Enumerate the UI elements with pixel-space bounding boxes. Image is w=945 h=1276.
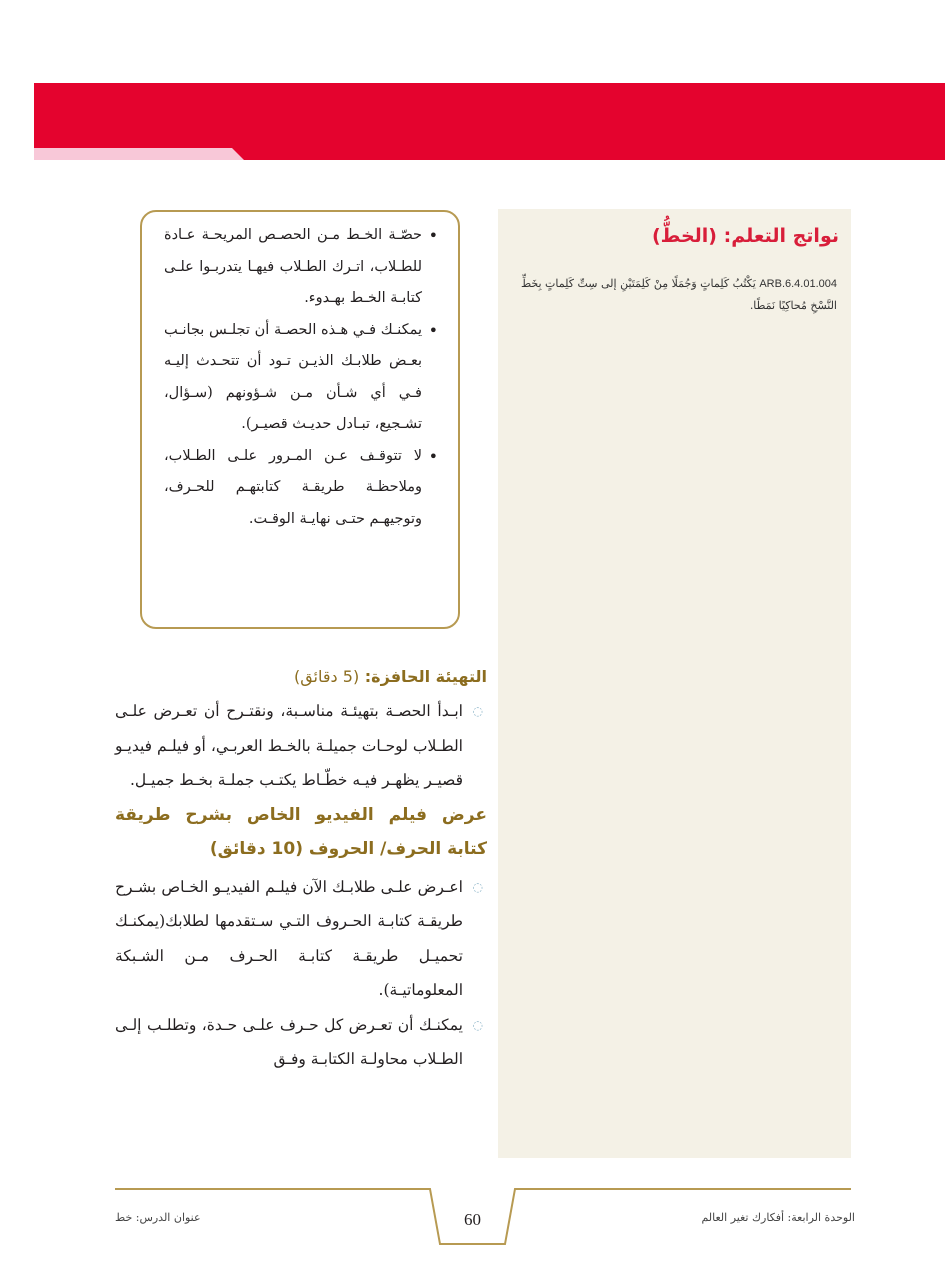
warmup-heading xyxy=(115,660,487,694)
paragraph-text: ابـدأ الحصـة بتهيئـة مناسـبة، ونقتـرح أن تعـرض علـى الطـلاب لوحـات جميلـة بالخـط العربـي، أو فيلـم فيديـو قصيـر يظهـر فيـه خطّـاط يكتـب جملـة بخـط جميـل. xyxy=(115,702,463,789)
paragraph-text: يمكنـك أن تعـرض كل حـرف علـى حـدة، وتطلـب إلـى الطـلاب محاولـة الكتابـة وفـق xyxy=(115,1015,463,1068)
tip-item xyxy=(164,441,438,536)
outcome-item xyxy=(507,273,837,317)
warmup-list xyxy=(115,694,487,798)
banner-pink-bottom xyxy=(34,148,244,160)
ring-bullet-icon: ◌ xyxy=(472,879,483,894)
learning-outcomes-panel xyxy=(498,209,851,1158)
warmup-heading-text: التهيئة الحافزة: xyxy=(364,667,487,686)
banner-graphic xyxy=(0,0,945,170)
tips-list xyxy=(164,220,438,535)
page-number: 60 xyxy=(464,1210,481,1229)
list-item xyxy=(115,1008,487,1077)
list-item xyxy=(115,870,487,1008)
tip-text: لا تتوقـف عـن المـرور علـى الطـلاب، وملاحظـة طريقـة كتابتهـم للحـرف، وتوجيهـم حتـى نهايـة الوقـت. xyxy=(164,447,422,527)
video-heading-text: عرض فيلم الفيديو الخاص بشرح طريقة كتابة الحرف/ الحروف xyxy=(115,804,487,859)
video-duration: (10 دقائق) xyxy=(209,838,303,859)
paragraph-text: اعـرض علـى طلابـك الآن فيلـم الفيديـو الخـاص بشـرح طريقـة كتابـة الحـروف التـي سـتقدمها لطلابك(يمكنـك تحميـل طريقـة كتابـة الحـرف مـن الشـبكة المعلوماتيـة). xyxy=(115,877,463,999)
teacher-tips-box xyxy=(140,210,460,629)
video-list xyxy=(115,870,487,1077)
ring-bullet-icon: ◌ xyxy=(472,704,483,718)
tip-item xyxy=(164,315,438,441)
footer-lesson-title: عنوان الدرس: خط xyxy=(115,1211,201,1224)
list-item xyxy=(115,694,487,798)
bullet-icon: • xyxy=(428,320,438,340)
tip-text: يمكنـك فـي هـذه الحصـة أن تجلـس بجانـب بعـض طلابـك الذيـن تـود أن تتحـدث إليـه فـي أي شـأن مـن شـؤونهم (سـؤال، تشـجيع، تبـادل حديـث قصيـر). xyxy=(164,321,422,432)
outcomes-title: نواتج التعلم: (الخطُّ) xyxy=(651,225,839,247)
header-banner xyxy=(0,0,945,170)
bullet-icon: • xyxy=(428,226,438,245)
video-heading xyxy=(115,798,487,866)
lesson-main-column xyxy=(115,660,487,1077)
bullet-icon: • xyxy=(428,446,438,466)
tip-text: حصّـة الخـط مـن الحصـص المريحـة عـادة للطـلاب، اتـرك الطـلاب فيهـا يتدربـوا علـى كتابـة الخـط بهـدوء. xyxy=(164,227,422,306)
tip-item xyxy=(164,220,438,315)
warmup-duration: (5 دقائق) xyxy=(293,667,360,686)
footer-unit-title: الوحدة الرابعة: أفكارك تغير العالم xyxy=(701,1211,855,1224)
outcome-code: ARB.6.4.01.004 xyxy=(759,278,837,290)
outcome-description: يَكْتُبُ كَلِماتٍ وَجُمَلًا مِنْ كَلِمَتَيْنِ إلى سِتِّ كَلِماتٍ بِخَطِّ النَّسْخِ مُحاكِيًا نَمَطًا. xyxy=(520,277,837,312)
page-footer xyxy=(0,1180,945,1250)
ring-bullet-icon: ◌ xyxy=(472,1017,483,1032)
